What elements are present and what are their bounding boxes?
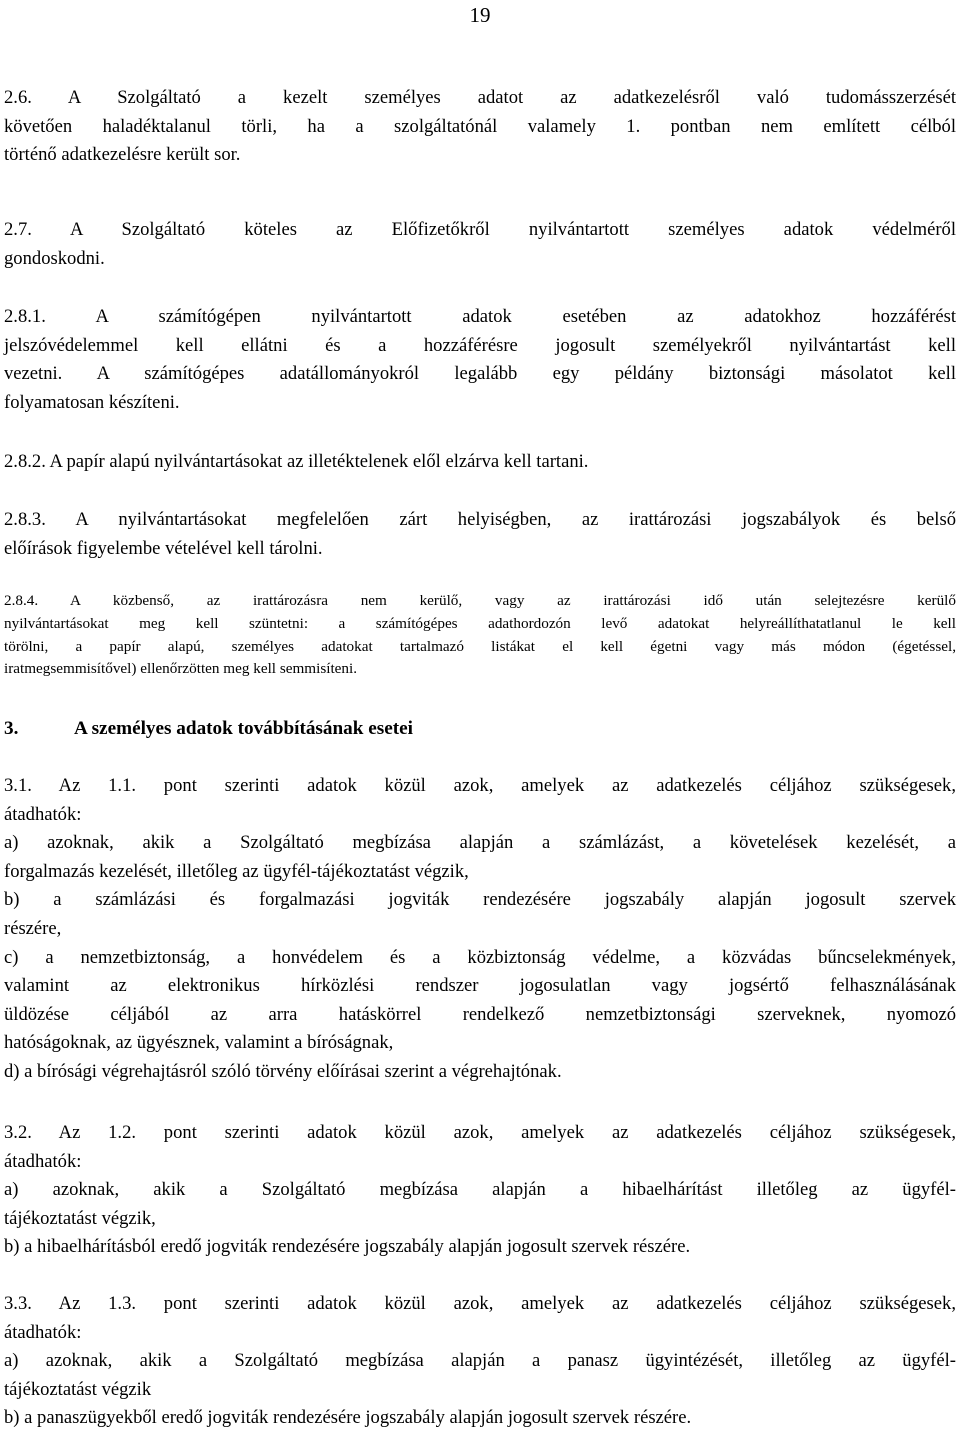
paragraph-3-1 (4, 772, 956, 1087)
section-heading-number: 3. (4, 718, 19, 739)
text-line: 2.6. A Szolgáltató a kezelt személyes adatot az adatkezelésről való tudomásszerzését (4, 87, 956, 108)
paragraph-2-8-2 (4, 448, 956, 477)
text-line: részére, (4, 917, 62, 939)
text-line: történő adatkezelésre került sor. (4, 144, 241, 166)
text-line: átadhatók: (4, 1321, 82, 1343)
text-line: 3.2. Az 1.2. pont szerinti adatok közül azok, amelyek az adatkezelés céljához szükségesek, (4, 1122, 956, 1143)
text-line: hatóságoknak, az ügyésznek, valamint a bíróságnak, (4, 1032, 394, 1054)
text-line: iratmegsemmisítővel) ellenőrzötten meg kell semmisíteni. (4, 660, 358, 678)
text-line: előírások figyelembe vételével kell tárolni. (4, 537, 323, 559)
text-line: b) a hibaelhárításból eredő jogviták rendezésére jogszabály alapján jogosult szervek részére. (4, 1236, 691, 1258)
text-line: c) a nemzetbiztonság, a honvédelem és a közbiztonság védelme, a közvádas bűncselekmények, (4, 946, 956, 968)
paragraph-2-8-1 (4, 303, 956, 417)
text-line: törölni, a papír alapú, személyes adatokat tartalmazó listákat el kell égetni vagy más módon (égetéssel, (4, 637, 956, 655)
text-line: folyamatosan készíteni. (4, 391, 180, 413)
text-line: d) a bírósági végrehajtásról szóló törvény előírásai szerint a végrehajtónak. (4, 1060, 562, 1082)
text-line: jelszóvédelemmel kell ellátni és a hozzáférésre jogosult személyekről nyilvántartást kell (4, 334, 956, 356)
text-line: 2.8.4. A közbenső, az irattározásra nem kerülő, vagy az irattározási idő után selejtezésre kerülő (4, 592, 956, 609)
paragraph-2-8-3 (4, 506, 956, 563)
text-line: vezetni. A számítógépes adatállományokról legalább egy példány biztonsági másolatot kell (4, 363, 956, 385)
text-line: átadhatók: (4, 803, 82, 825)
text-line: a) azoknak, akik a Szolgáltató megbízása alapján a panasz ügyintézését, illetőleg az ügyfél- (4, 1350, 956, 1372)
text-line: a) azoknak, akik a Szolgáltató megbízása alapján a hibaelhárítást illetőleg az ügyfél- (4, 1179, 956, 1201)
text-line: b) a panaszügyekből eredő jogviták rendezésére jogszabály alapján jogosult szervek részére. (4, 1407, 692, 1429)
paragraph-2-6 (4, 84, 956, 170)
text-line: forgalmazás kezelését, illetőleg az ügyfél-tájékoztatást végzik, (4, 860, 469, 882)
paragraph-3-3 (4, 1290, 956, 1433)
text-line: 2.8.1. A számítógépen nyilvántartott adatok esetében az adatokhoz hozzáférést (4, 306, 956, 327)
text-line: 3.1. Az 1.1. pont szerinti adatok közül azok, amelyek az adatkezelés céljához szükségesek, (4, 775, 956, 796)
paragraph-2-7 (4, 216, 956, 273)
text-line: üldözése céljából az arra hatáskörrel rendelkező nemzetbiztonsági szerveknek, nyomozó (4, 1003, 956, 1025)
text-line: 2.8.3. A nyilvántartásokat megfelelően zárt helyiségben, az irattározási jogszabályok és belső (4, 509, 956, 530)
text-line: b) a számlázási és forgalmazási jogviták rendezésére jogszabály alapján jogosult szervek (4, 889, 956, 911)
text-line: nyilvántartásokat meg kell szüntetni: a számítógépes adathordozón levő adatokat helyreállíthatatlanul le kell (4, 614, 956, 632)
paragraph-3-2 (4, 1119, 956, 1262)
text-line: valamint az elektronikus hírközlési rendszer jogosulatlan vagy jogsértő felhasználásának (4, 975, 956, 997)
text-line: tájékoztatást végzik, (4, 1207, 156, 1229)
section-heading-title: A személyes adatok továbbításának esetei (74, 718, 413, 739)
text-line: 2.8.2. A papír alapú nyilvántartásokat az illetéktelenek elől elzárva kell tartani. (4, 451, 589, 472)
text-line: 2.7. A Szolgáltató köteles az Előfizetőkről nyilvántartott személyes adatok védelméről (4, 219, 956, 240)
section-heading-3 (4, 716, 413, 742)
text-line: követően haladéktalanul törli, ha a szolgáltatónál valamely 1. pontban nem említett célból (4, 115, 956, 137)
text-line: tájékoztatást végzik (4, 1378, 152, 1400)
paragraph-2-8-4 (4, 590, 956, 681)
text-line: gondoskodni. (4, 247, 105, 269)
page-number: 19 (469, 3, 491, 27)
text-line: a) azoknak, akik a Szolgáltató megbízása alapján a számlázást, a követelések kezelését, a (4, 832, 956, 854)
text-line: 3.3. Az 1.3. pont szerinti adatok közül azok, amelyek az adatkezelés céljához szükségesek, (4, 1293, 956, 1314)
text-line: átadhatók: (4, 1150, 82, 1172)
